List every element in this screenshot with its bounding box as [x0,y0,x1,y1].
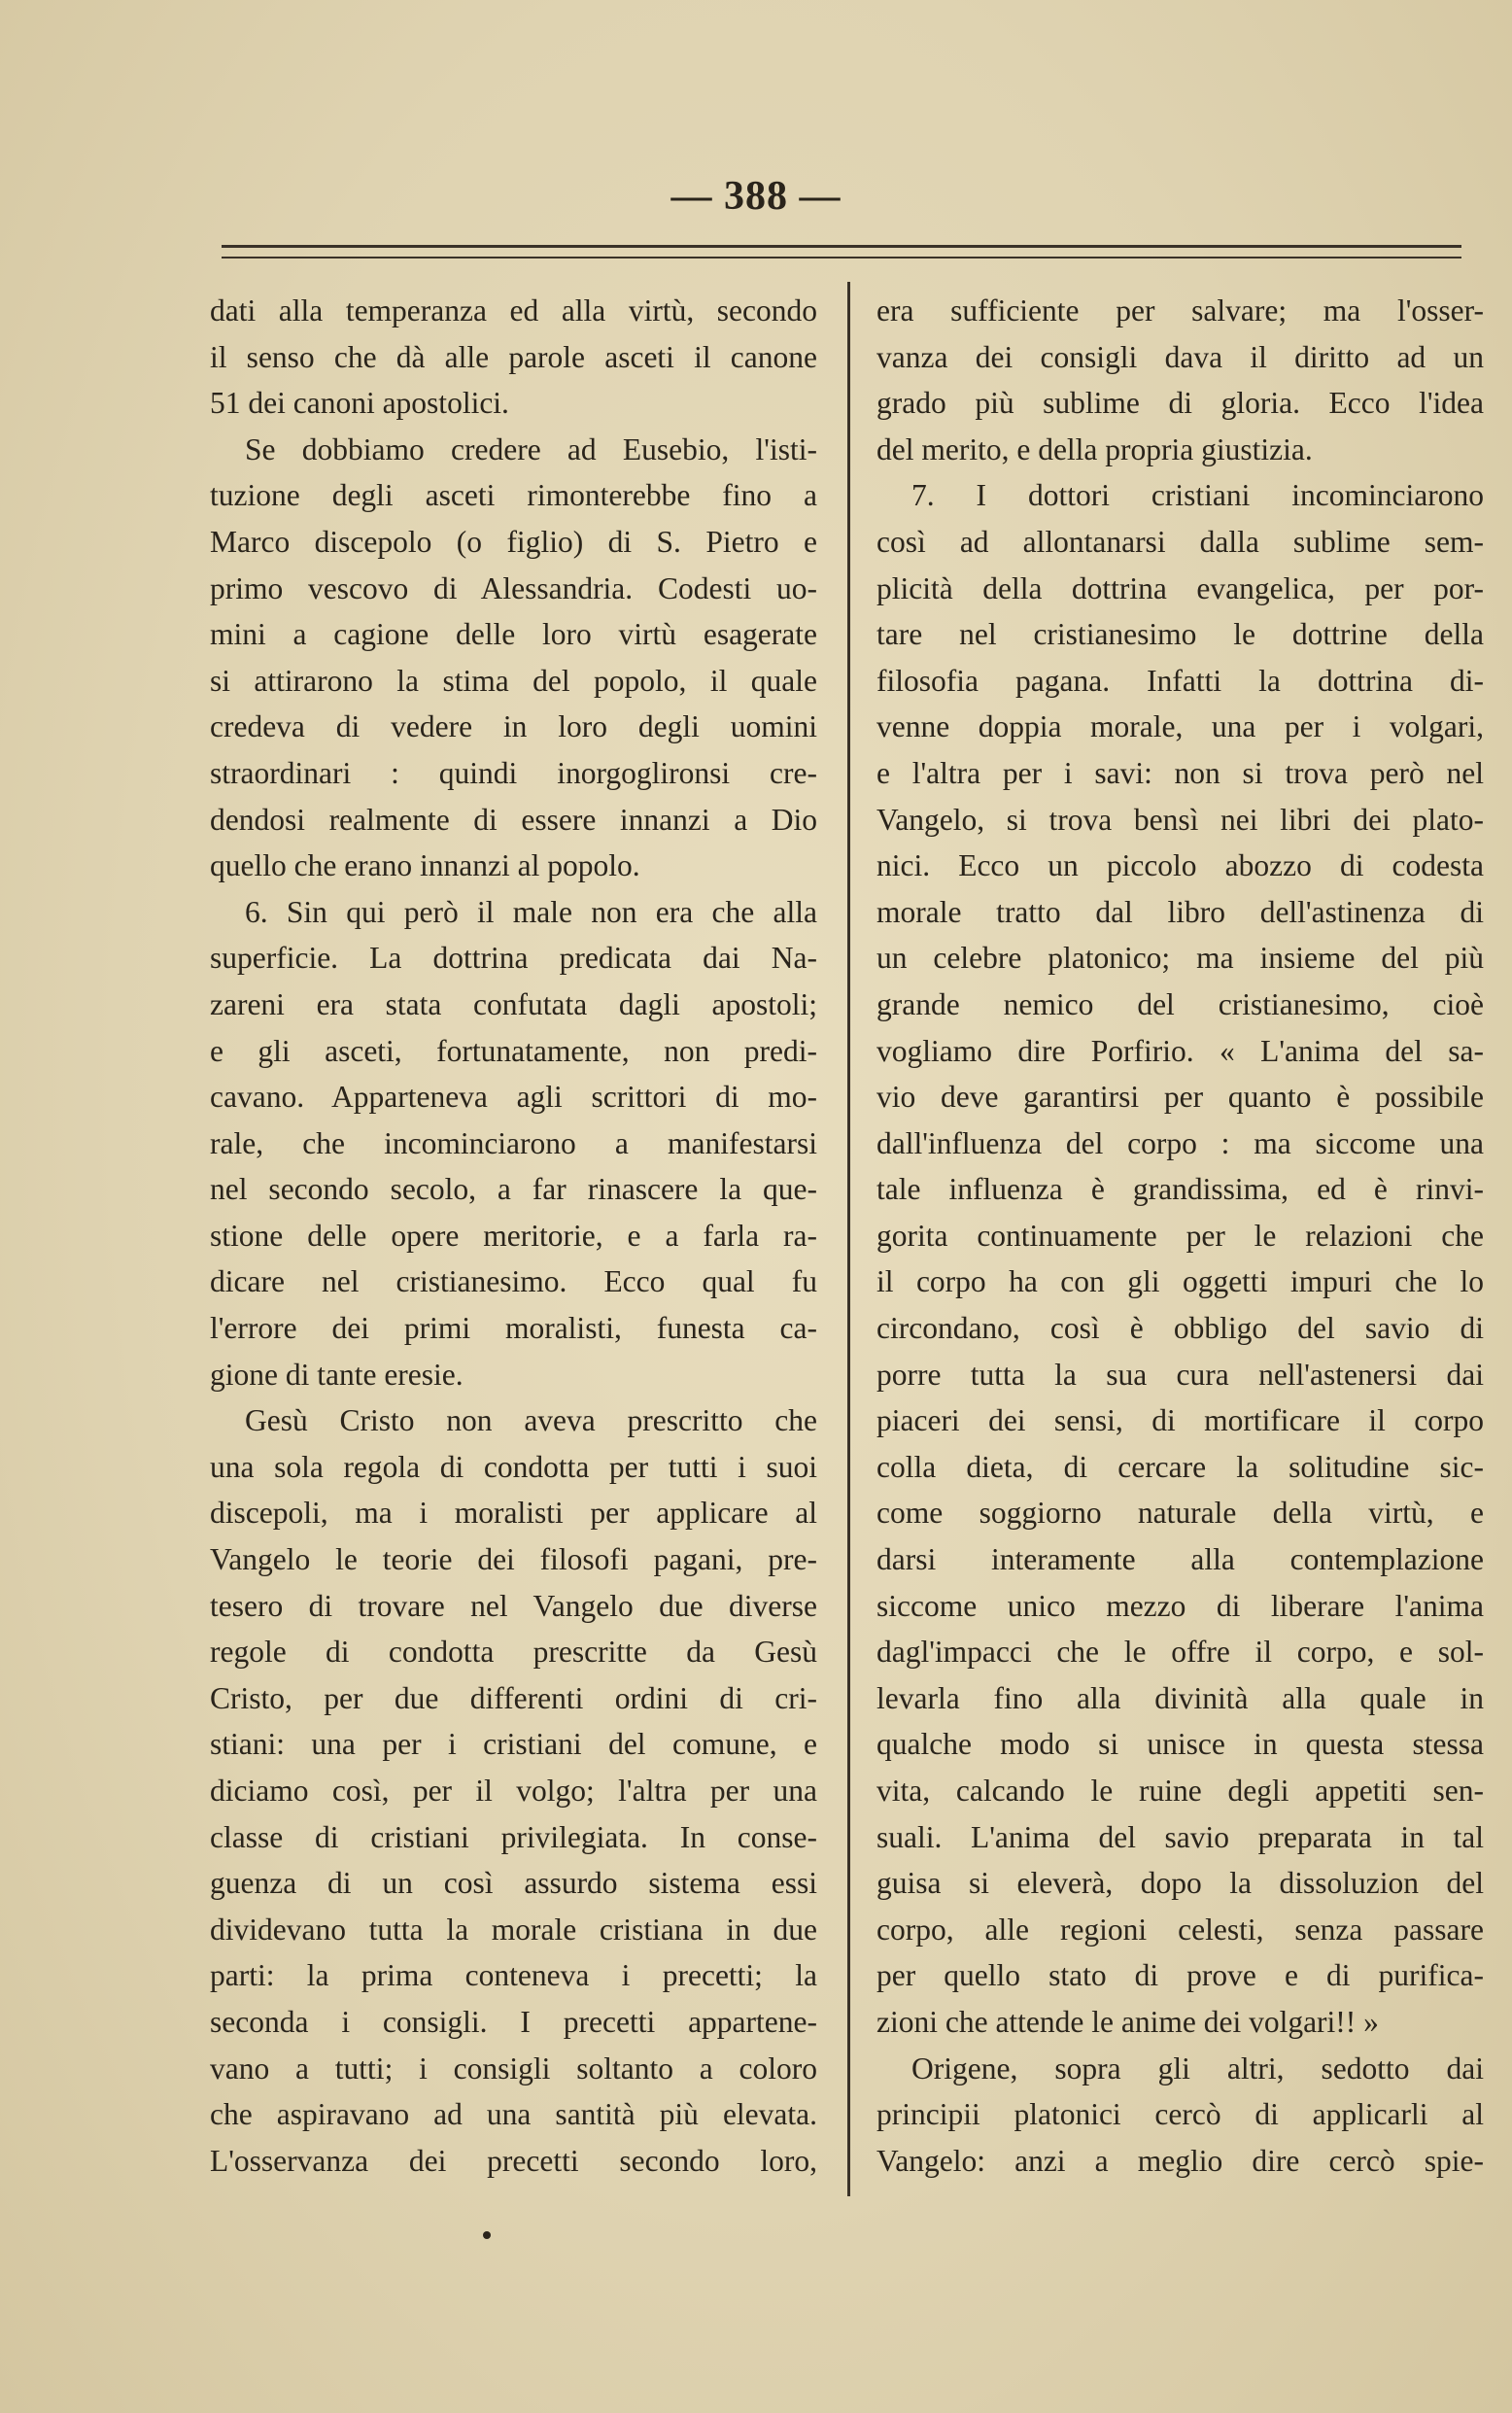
text-line: si attirarono la stima del popolo, il quale [210,663,817,698]
text-line: qualche modo si unisce in questa stessa [876,1727,1484,1762]
text-line: Vangelo le teorie dei filosofi pagani, pre- [210,1542,817,1577]
text-line: gorita continuamente per le relazioni che [876,1218,1484,1253]
ink-dot [483,2231,491,2239]
text-line: vogliamo dire Porfirio. « L'anima del sa- [876,1033,1484,1068]
text-line: vio deve garantirsi per quanto è possibile [876,1080,1484,1115]
text-line: nel secondo secolo, a far rinascere la que- [210,1172,817,1207]
text-line: parti: la prima conteneva i precetti; la [210,1958,817,1993]
column-divider [847,282,850,2196]
text-line: classe di cristiani privilegiata. In conse- [210,1819,817,1854]
text-line: 51 dei canoni apostolici. [210,386,509,421]
text-line: darsi interamente alla contemplazione [876,1542,1484,1577]
text-line: Vangelo: anzi a meglio dire cercò spie- [876,2143,1484,2178]
text-line: dall'influenza del corpo : ma siccome una [876,1125,1484,1160]
right-column [876,288,1484,2184]
text-line: vanza dei consigli dava il diritto ad un [876,339,1484,374]
text-line: una sola regola di condotta per tutti i suoi [210,1449,817,1484]
text-line: levarla fino alla divinità alla quale in [876,1680,1484,1715]
text-line: credeva di vedere in loro degli uomini [210,709,817,744]
text-line: Cristo, per due differenti ordini di cri- [210,1680,817,1715]
text-line: guisa si eleverà, dopo la dissoluzion del [876,1866,1484,1901]
text-line: era sufficiente per salvare; ma l'osser- [876,293,1484,327]
text-line: tare nel cristianesimo le dottrine della [876,617,1484,652]
text-line: circondano, così è obbligo del savio di [876,1311,1484,1346]
text-line: grado più sublime di gloria. Ecco l'idea [876,386,1484,421]
text-line: così ad allontanarsi dalla sublime sem- [876,524,1484,559]
text-line: stione delle opere meritorie, e a farla ra- [210,1218,817,1253]
text-line: zioni che attende le anime dei volgari!! » [876,2004,1379,2039]
text-line: tesero di trovare nel Vangelo due diverse [210,1588,817,1623]
text-line: l'errore dei primi moralisti, funesta ca- [210,1311,817,1346]
text-line: Gesù Cristo non aveva prescritto che [245,1403,817,1438]
text-line: L'osservanza dei precetti secondo loro, [210,2143,817,2178]
text-line: guenza di un così assurdo sistema essi [210,1866,817,1901]
text-line: e l'altra per i savi: non si trova però nel [876,755,1484,790]
text-line: per quello stato di prove e di purifica- [876,1958,1484,1993]
header-rule [222,245,1461,259]
text-line: suali. L'anima del savio preparata in tal [876,1819,1484,1854]
text-line: filosofia pagana. Infatti la dottrina di- [876,663,1484,698]
text-line: venne doppia morale, una per i volgari, [876,709,1484,744]
text-line: e gli asceti, fortunatamente, non predi- [210,1033,817,1068]
text-line: del merito, e della propria giustizia. [876,431,1313,466]
text-line: dividevano tutta la morale cristiana in due [210,1912,817,1947]
text-line: Marco discepolo (o figlio) di S. Pietro e [210,524,817,559]
text-line: Se dobbiamo credere ad Eusebio, l'isti- [245,431,817,466]
text-line: Origene, sopra gli altri, sedotto dai [911,2051,1484,2086]
text-line: straordinari : quindi inorgoglironsi cre- [210,755,817,790]
text-line: il senso che dà alle parole asceti il canone [210,339,817,374]
text-line: primo vescovo di Alessandria. Codesti uo- [210,570,817,605]
text-line: regole di condotta prescritte da Gesù [210,1635,817,1670]
text-line: un celebre platonico; ma insieme del più [876,941,1484,976]
text-line: 7. I dottori cristiani incominciarono [911,478,1484,513]
text-line: tuzione degli asceti rimonterebbe fino a [210,478,817,513]
text-line: dendosi realmente di essere innanzi a Dio [210,802,817,837]
text-line: gione di tante eresie. [210,1357,464,1392]
text-line: grande nemico del cristianesimo, cioè [876,986,1484,1021]
text-line: piaceri dei sensi, di mortificare il corpo [876,1403,1484,1438]
text-line: superficie. La dottrina predicata dai Na- [210,941,817,976]
text-line: morale tratto dal libro dell'astinenza di [876,894,1484,929]
text-line: seconda i consigli. I precetti appartene- [210,2004,817,2039]
text-line: zareni era stata confutata dagli apostoli; [210,986,817,1021]
text-line: dati alla temperanza ed alla virtù, secondo [210,293,817,327]
text-line: rale, che incominciarono a manifestarsi [210,1125,817,1160]
text-line: discepoli, ma i moralisti per applicare al [210,1496,817,1531]
text-line: stiani: una per i cristiani del comune, e [210,1727,817,1762]
page-number: — 388 — [670,174,842,219]
text-line: colla dieta, di cercare la solitudine sic- [876,1449,1484,1484]
text-line: 6. Sin qui però il male non era che alla [245,894,817,929]
left-column [210,288,817,2184]
text-line: dagl'impacci che le offre il corpo, e sol- [876,1635,1484,1670]
text-line: vita, calcando le ruine degli appetiti sen- [876,1774,1484,1808]
text-line: nici. Ecco un piccolo abozzo di codesta [876,848,1484,883]
text-line: corpo, alle regioni celesti, senza passare [876,1912,1484,1947]
text-line: dicare nel cristianesimo. Ecco qual fu [210,1264,817,1299]
text-line: principii platonici cercò di applicarli al [876,2097,1484,2132]
text-line: Vangelo, si trova bensì nei libri dei plato- [876,802,1484,837]
text-line: come soggiorno naturale della virtù, e [876,1496,1484,1531]
text-line: plicità della dottrina evangelica, per por- [876,570,1484,605]
text-line: il corpo ha con gli oggetti impuri che lo [876,1264,1484,1299]
text-line: porre tutta la sua cura nell'astenersi dai [876,1357,1484,1392]
text-line: diciamo così, per il volgo; l'altra per una [210,1774,817,1808]
text-line: quello che erano innanzi al popolo. [210,848,640,883]
text-line: siccome unico mezzo di liberare l'anima [876,1588,1484,1623]
text-line: vano a tutti; i consigli soltanto a coloro [210,2051,817,2086]
text-line: cavano. Apparteneva agli scrittori di mo- [210,1080,817,1115]
text-line: mini a cagione delle loro virtù esagerate [210,617,817,652]
text-line: tale influenza è grandissima, ed è rinvi- [876,1172,1484,1207]
text-line: che aspiravano ad una santità più elevata. [210,2097,817,2132]
